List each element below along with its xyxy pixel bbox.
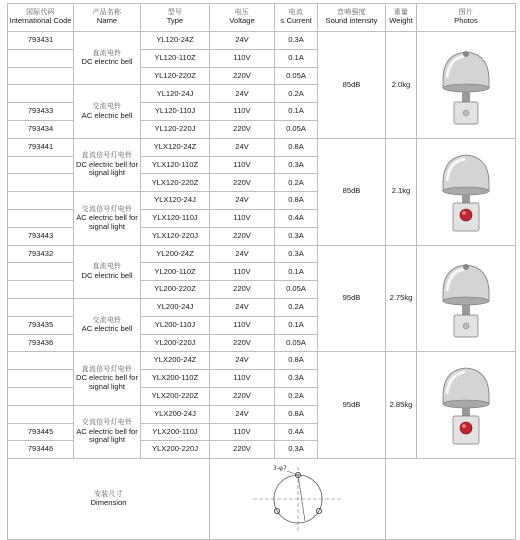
voltage-cell: 220V: [210, 387, 275, 405]
weight-cell: 2.0kg: [386, 32, 417, 139]
voltage-cell: 220V: [210, 334, 275, 352]
current-cell: 0.3A: [275, 156, 318, 174]
type-cell: YL120-110J: [141, 103, 210, 121]
name-zh: 直流信号灯电铃: [81, 364, 133, 373]
name-en: DC electric bell: [81, 57, 133, 67]
voltage-cell: 110V: [210, 209, 275, 227]
name-zh: 直流信号灯电铃: [81, 151, 133, 160]
voltage-cell: 24V: [210, 85, 275, 103]
name-en: AC electric bell for signal light: [76, 213, 138, 231]
hole-spec-text: 3-φ7: [272, 465, 287, 473]
name-en: DC electric bell for signal light: [75, 159, 139, 178]
name-cell: [74, 298, 141, 351]
dimension-drawing-cell: [210, 459, 386, 540]
type-cell: YL120-220J: [141, 120, 210, 138]
voltage-cell: 24V: [210, 352, 275, 370]
table-row: [8, 32, 516, 50]
current-cell: 0.1A: [275, 49, 318, 67]
code-cell: [8, 281, 74, 299]
current-cell: 0.3A: [275, 32, 318, 50]
name-zh: 直流电铃: [92, 262, 122, 271]
type-cell: YLX120-24J: [141, 192, 210, 210]
name-en: DC electric bell for signal light: [75, 373, 139, 391]
header-weight: 重量 Weight: [386, 4, 417, 32]
header-sound: 音响强度 Sound intensity: [318, 4, 386, 32]
name-en: AC electric bell: [81, 324, 133, 334]
photo-cell: [417, 245, 516, 352]
spec-table: [7, 3, 516, 540]
current-cell: 0.2A: [275, 387, 318, 405]
voltage-cell: 220V: [210, 281, 275, 299]
current-cell: 0.2A: [275, 174, 318, 192]
name-cell: [74, 245, 141, 298]
code-cell: 793433: [8, 103, 74, 121]
code-cell: [8, 352, 74, 370]
code-cell: [8, 156, 74, 174]
voltage-cell: 220V: [210, 67, 275, 85]
code-cell: [8, 298, 74, 316]
name-zh: 交流电铃: [92, 315, 122, 324]
name-cell: [74, 352, 141, 405]
weight-cell: 2.85kg: [386, 352, 417, 459]
header-voltage: 电压 Voltage: [210, 4, 275, 32]
header-name: 产品名称 Name: [74, 4, 141, 32]
type-cell: YLX200-24J: [141, 405, 210, 423]
name-en: DC electric bell: [81, 270, 133, 280]
code-cell: [8, 49, 74, 67]
code-cell: [8, 209, 74, 227]
electric-bell-icon: [437, 42, 495, 128]
table-row: [8, 138, 516, 156]
voltage-cell: 110V: [210, 423, 275, 441]
code-cell: [8, 405, 74, 423]
current-cell: 0.3A: [275, 227, 318, 245]
code-cell: 793441: [8, 138, 74, 156]
voltage-cell: 24V: [210, 32, 275, 50]
bell-with-signal-light-icon: [437, 362, 495, 448]
current-cell: 0.2A: [275, 85, 318, 103]
current-cell: 0.3A: [275, 245, 318, 263]
sound-cell: 85dB: [318, 138, 386, 245]
current-cell: 0.8A: [275, 352, 318, 370]
header-type: 型号 Type: [141, 4, 210, 32]
voltage-cell: 220V: [210, 441, 275, 459]
type-cell: YLX200-110Z: [141, 370, 210, 388]
voltage-cell: 24V: [210, 192, 275, 210]
current-cell: 0.3A: [275, 370, 318, 388]
header-photo: 图片 Photos: [417, 4, 516, 32]
type-cell: YLX200-220Z: [141, 387, 210, 405]
type-cell: YL120-24J: [141, 85, 210, 103]
type-cell: YL200-220Z: [141, 281, 210, 299]
header-code: 国际代码 International Code: [8, 4, 74, 32]
current-cell: 0.1A: [275, 316, 318, 334]
current-cell: 0.1A: [275, 263, 318, 281]
current-cell: 0.2A: [275, 298, 318, 316]
voltage-cell: 110V: [210, 370, 275, 388]
voltage-cell: 220V: [210, 227, 275, 245]
voltage-cell: 110V: [210, 316, 275, 334]
current-cell: 0.4A: [275, 423, 318, 441]
code-cell: [8, 67, 74, 85]
name-zh: 交流电铃: [92, 102, 122, 111]
sound-cell: 95dB: [318, 352, 386, 459]
name-zh: 交流信号灯电铃: [81, 418, 133, 427]
name-cell: [74, 138, 141, 191]
current-cell: 0.8A: [275, 405, 318, 423]
code-cell: [8, 85, 74, 103]
code-cell: [8, 370, 74, 388]
type-cell: YLX200-220J: [141, 441, 210, 459]
current-cell: 0.8A: [275, 192, 318, 210]
mounting-dimension-drawing: [243, 463, 353, 535]
voltage-cell: 110V: [210, 103, 275, 121]
current-cell: 0.8A: [275, 138, 318, 156]
voltage-cell: 24V: [210, 405, 275, 423]
voltage-cell: 110V: [210, 49, 275, 67]
dimension-empty: [386, 459, 516, 540]
code-cell: 793432: [8, 245, 74, 263]
dimension-label: 安装尺寸 Dimension: [8, 459, 210, 540]
current-cell: 0.05A: [275, 281, 318, 299]
current-cell: 0.1A: [275, 103, 318, 121]
weight-cell: 2.75kg: [386, 245, 417, 352]
electric-bell-icon: [437, 255, 495, 341]
table-row: [8, 245, 516, 263]
photo-cell: [417, 138, 516, 245]
code-cell: [8, 263, 74, 281]
dimension-row: [8, 459, 516, 540]
current-cell: 0.05A: [275, 334, 318, 352]
code-cell: 793436: [8, 334, 74, 352]
name-cell: [74, 192, 141, 245]
type-cell: YLX120-220J: [141, 227, 210, 245]
voltage-cell: 24V: [210, 298, 275, 316]
voltage-cell: 220V: [210, 120, 275, 138]
current-cell: 0.3A: [275, 441, 318, 459]
type-cell: YL200-110J: [141, 316, 210, 334]
voltage-cell: 110V: [210, 156, 275, 174]
code-cell: 793434: [8, 120, 74, 138]
name-cell: [74, 405, 141, 458]
bell-with-signal-light-icon: [437, 149, 495, 235]
type-cell: YL120-24Z: [141, 32, 210, 50]
current-cell: 0.4A: [275, 209, 318, 227]
current-cell: 0.05A: [275, 120, 318, 138]
current-cell: 0.05A: [275, 67, 318, 85]
code-cell: [8, 174, 74, 192]
type-cell: YL120-220Z: [141, 67, 210, 85]
type-cell: YL120-110Z: [141, 49, 210, 67]
type-cell: YLX200-110J: [141, 423, 210, 441]
type-cell: YLX120-24Z: [141, 138, 210, 156]
code-cell: 793443: [8, 227, 74, 245]
name-en: AC electric bell for signal light: [76, 426, 138, 445]
code-cell: 793435: [8, 316, 74, 334]
spec-table-body: [8, 32, 516, 459]
name-en: AC electric bell: [81, 110, 133, 120]
name-cell: [74, 85, 141, 138]
code-cell: [8, 192, 74, 210]
name-cell: [74, 32, 141, 85]
type-cell: YL200-24Z: [141, 245, 210, 263]
voltage-cell: 110V: [210, 263, 275, 281]
sound-cell: 95dB: [318, 245, 386, 352]
type-cell: YL200-220J: [141, 334, 210, 352]
type-cell: YL200-24J: [141, 298, 210, 316]
type-cell: YLX120-220Z: [141, 174, 210, 192]
code-cell: 793431: [8, 32, 74, 50]
type-cell: YLX200-24Z: [141, 352, 210, 370]
weight-cell: 2.1kg: [386, 138, 417, 245]
header-row: [8, 4, 516, 32]
header-current: 电流 ≤ Current: [275, 4, 318, 32]
type-cell: YL200-110Z: [141, 263, 210, 281]
sound-cell: 85dB: [318, 32, 386, 139]
code-cell: 793445: [8, 423, 74, 441]
code-cell: [8, 387, 74, 405]
voltage-cell: 220V: [210, 174, 275, 192]
photo-cell: [417, 32, 516, 139]
table-row: [8, 352, 516, 370]
name-zh: 直流电铃: [92, 48, 122, 57]
voltage-cell: 24V: [210, 245, 275, 263]
name-zh: 交流信号灯电铃: [81, 204, 133, 213]
code-cell: 793446: [8, 441, 74, 459]
voltage-cell: 24V: [210, 138, 275, 156]
type-cell: YLX120-110Z: [141, 156, 210, 174]
type-cell: YLX120-110J: [141, 209, 210, 227]
photo-cell: [417, 352, 516, 459]
